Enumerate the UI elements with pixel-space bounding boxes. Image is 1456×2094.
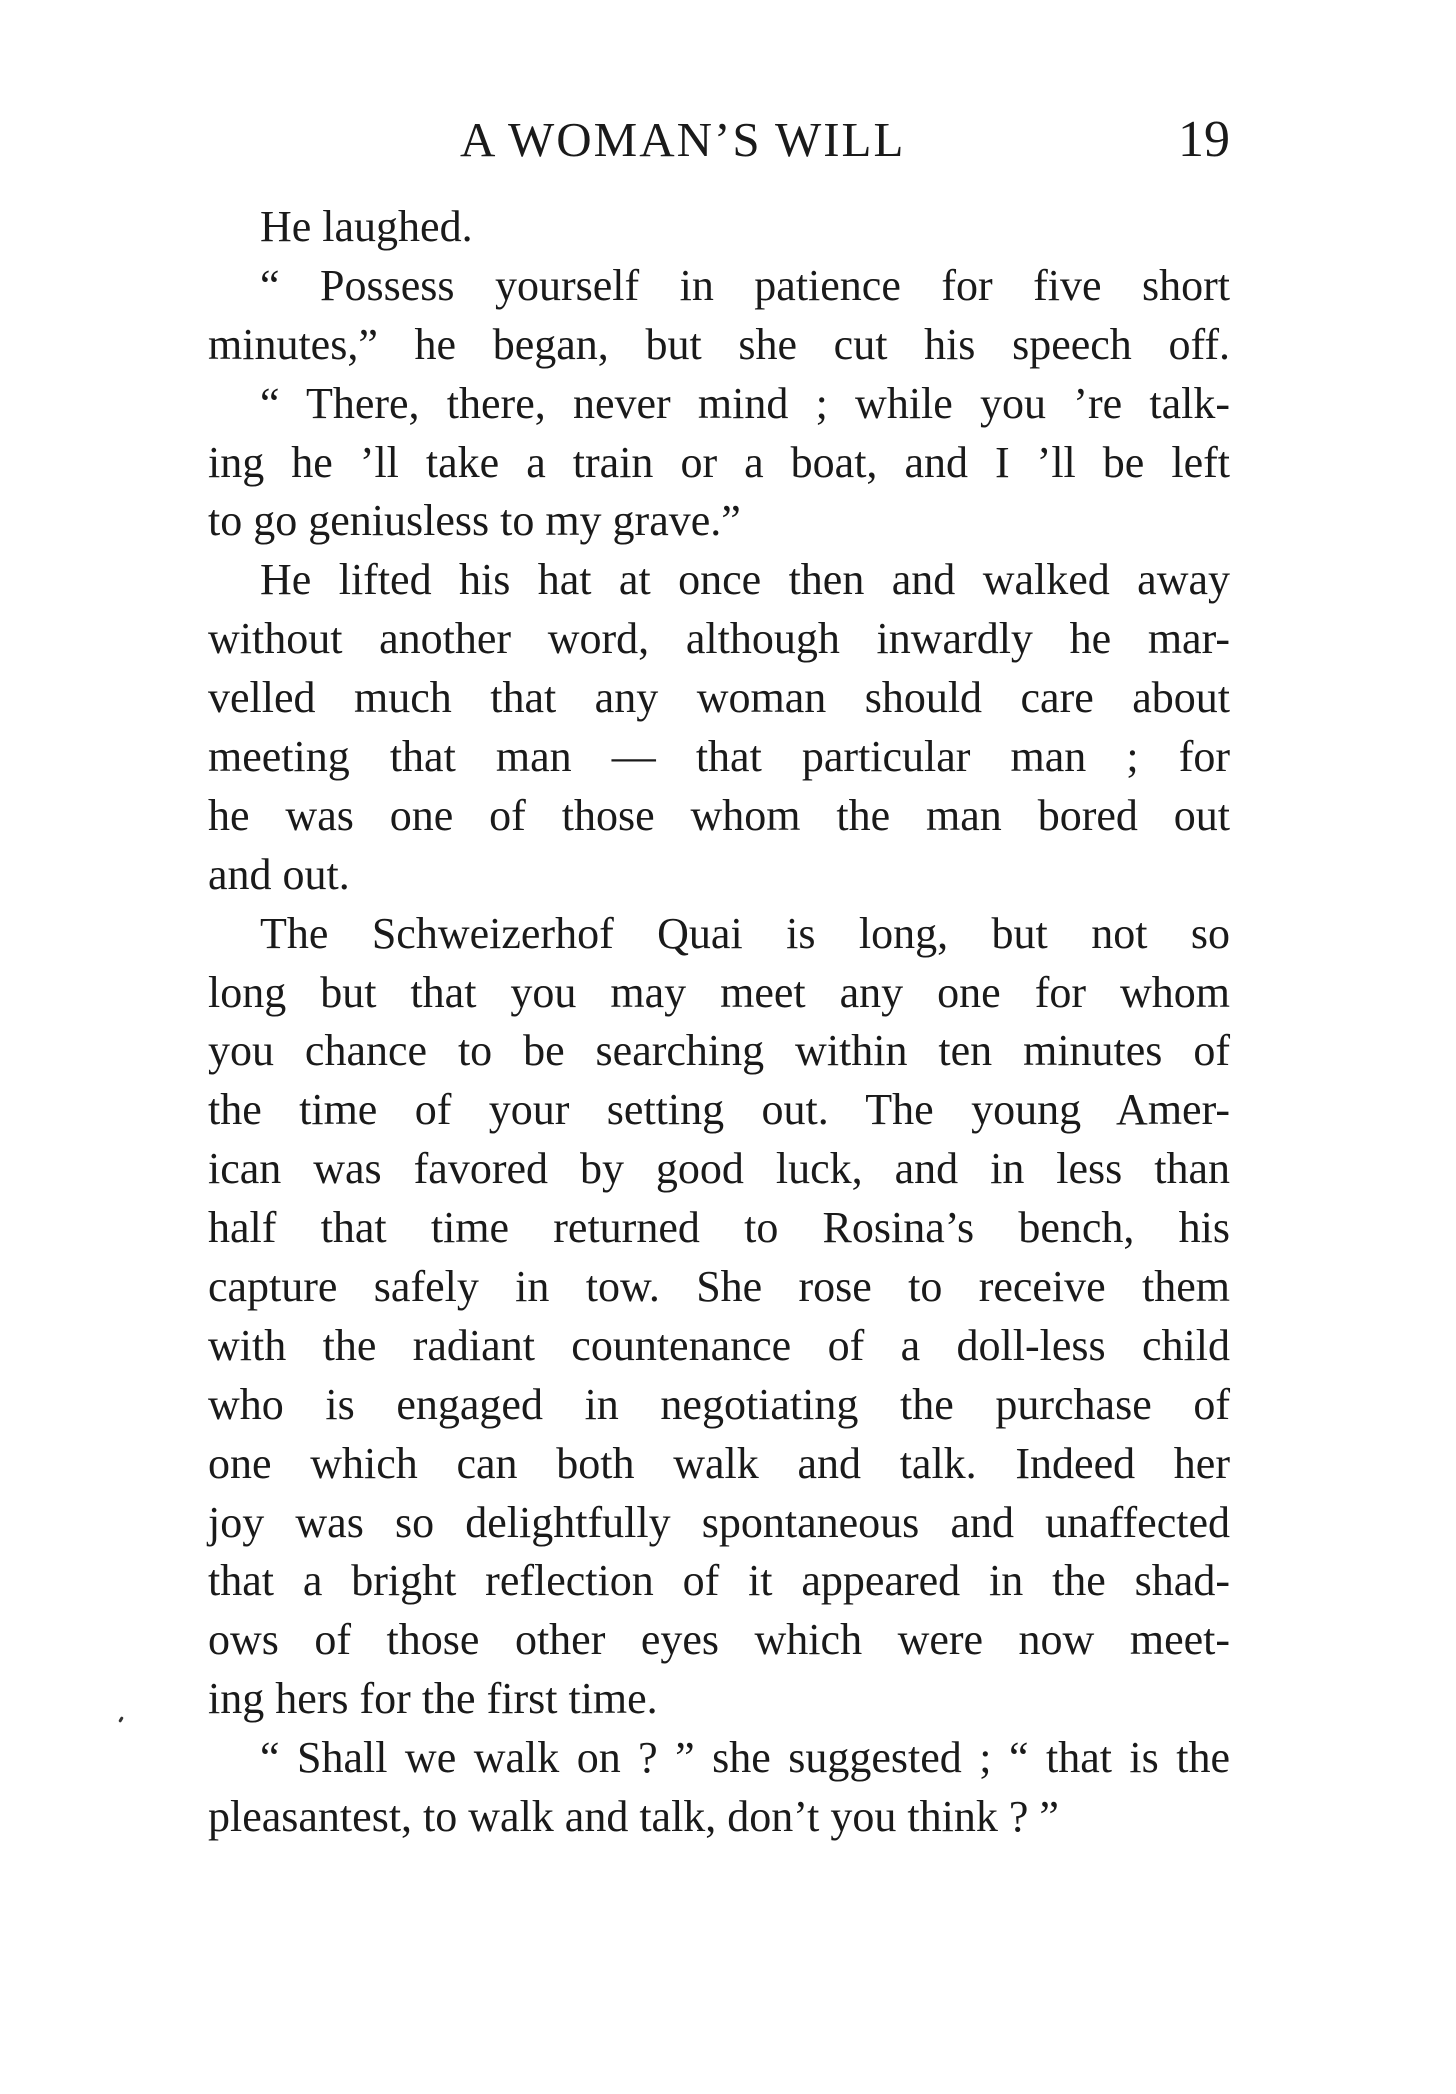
- text-line: to go geniusless to my grave.”: [208, 496, 741, 546]
- text-line: ows of those other eyes which were now meet-: [208, 1615, 1230, 1665]
- text-line: He laughed.: [260, 202, 473, 251]
- text-line: who is engaged in negotiating the purchase of: [208, 1379, 1230, 1429]
- text-line: half that time returned to Rosina’s bench, his: [208, 1203, 1230, 1253]
- text-line: pleasantest, to walk and talk, don’t you think ? ”: [208, 1792, 1059, 1842]
- text-line: He lifted his hat at once then and walked away: [260, 555, 1230, 605]
- text-line: The Schweizerhof Quai is long, but not so: [260, 908, 1230, 958]
- page-number: 19: [1178, 111, 1230, 168]
- text-line: meeting that man — that particular man ; for: [208, 732, 1230, 782]
- text-line: joy was so delightfully spontaneous and unaffected: [208, 1497, 1230, 1547]
- text-line: capture safely in tow. She rose to receive them: [208, 1262, 1230, 1312]
- text-line: ing hers for the first time.: [208, 1674, 658, 1724]
- running-title: A WOMAN’S WILL: [460, 112, 906, 167]
- body-text: [208, 198, 1230, 1847]
- text-line: “ There, there, never mind ; while you ’re talk-: [260, 378, 1230, 428]
- text-line: “ Possess yourself in patience for five short: [260, 260, 1230, 310]
- text-line: with the radiant countenance of a doll-less child: [208, 1320, 1230, 1370]
- text-line: he was one of those whom the man bored out: [208, 790, 1230, 840]
- text-line: ing he ’ll take a train or a boat, and I ’ll be left: [208, 437, 1230, 487]
- text-line: minutes,” he began, but she cut his speech off.: [208, 319, 1230, 369]
- ink-speck: [118, 1716, 124, 1723]
- running-head: [210, 105, 1230, 175]
- text-line: the time of your setting out. The young Amer-: [208, 1085, 1230, 1135]
- text-line: ican was favored by good luck, and in less than: [208, 1144, 1230, 1194]
- text-line: that a bright reflection of it appeared in the shad-: [208, 1556, 1230, 1606]
- text-line: you chance to be searching within ten minutes of: [208, 1026, 1230, 1076]
- text-line: “ Shall we walk on ? ” she suggested ; “ that is the: [260, 1733, 1230, 1783]
- text-line: and out.: [208, 849, 350, 899]
- text-line: one which can both walk and talk. Indeed her: [208, 1438, 1230, 1488]
- text-line: without another word, although inwardly he mar-: [208, 614, 1230, 664]
- text-line: velled much that any woman should care about: [208, 673, 1230, 723]
- text-line: long but that you may meet any one for whom: [208, 967, 1230, 1017]
